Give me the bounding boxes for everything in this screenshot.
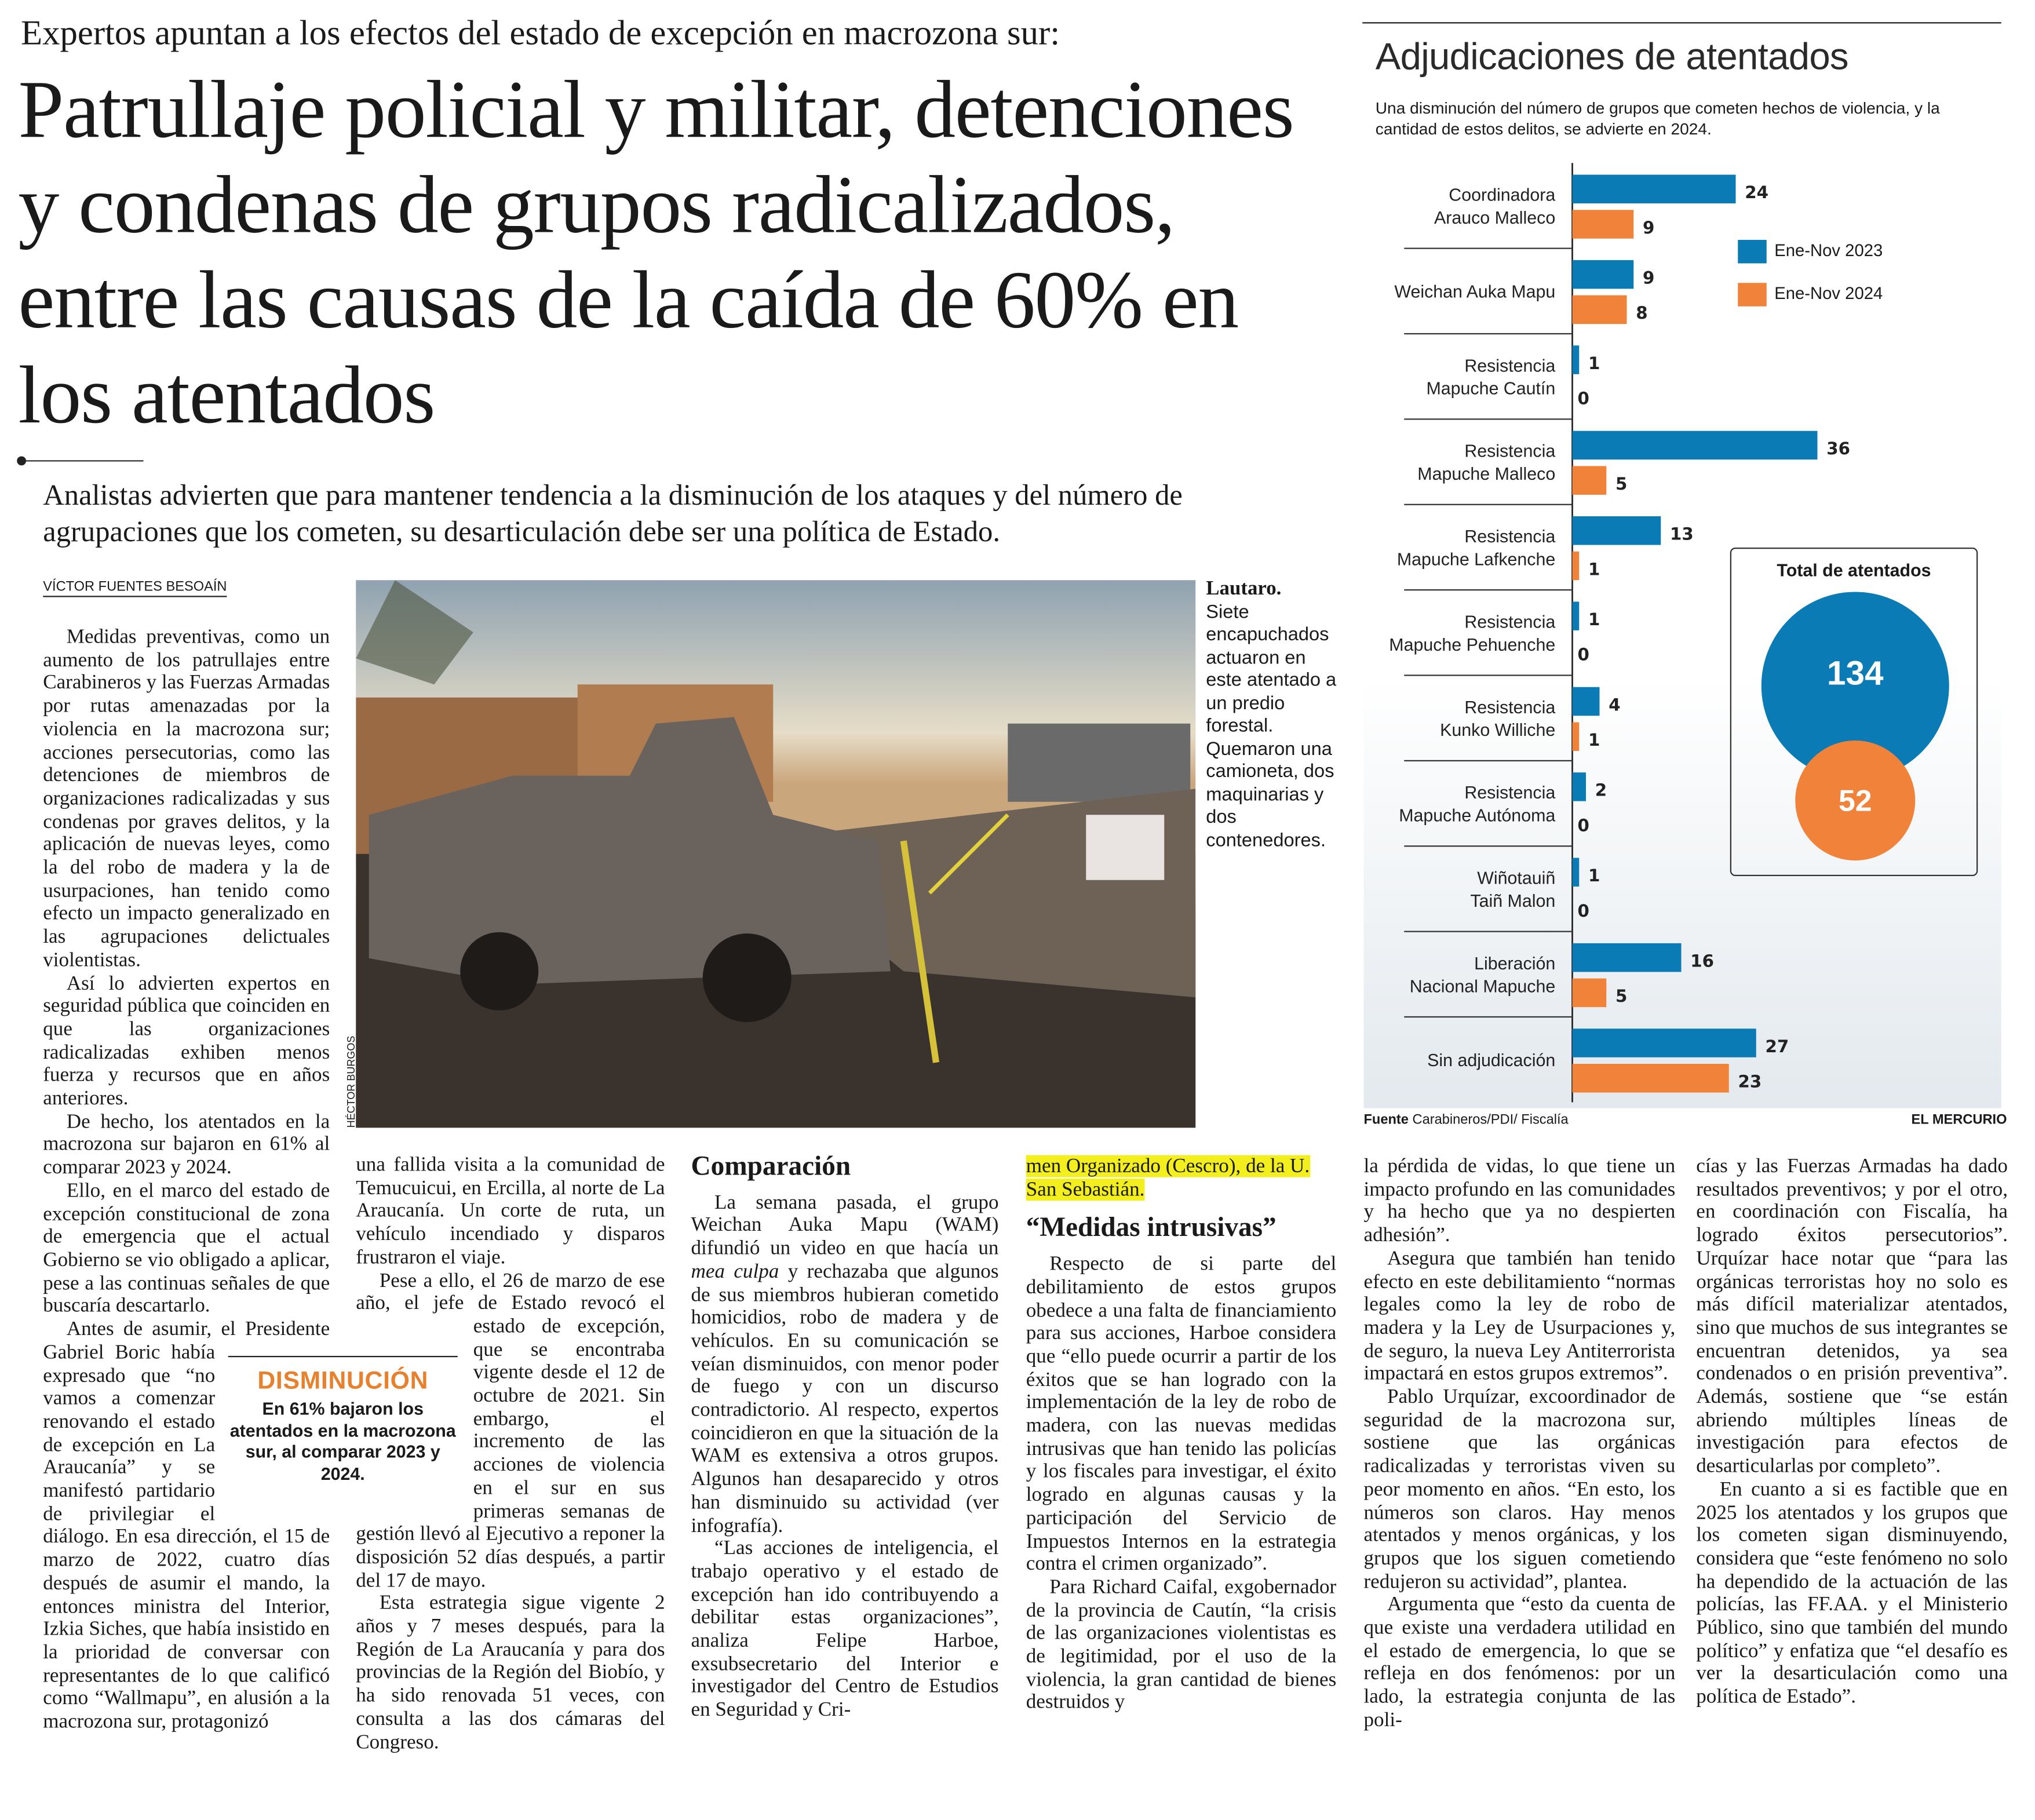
paragraph: Respecto de si parte del debilitamiento de estos grupos obedece a una falta de financiamiento para sus acciones, Harboe considera que “ello puede ocurrir a partir de los éxitos que se han logrado con la implementación de la ley de robo de madera, con las nuevas medidas intrusivas que han tenido las policías y los fiscales para investigar, el éxito logrado en algunas causas y la participación del Servicio de Impuestos Internos en la estrategia contra el crimen organizado”. xyxy=(1026,1253,1337,1575)
text: y rechazaba que algunos de sus miembros hubieran cometido homicidios, robo de madera y de vehículos. En su comunicación se veían disminuidos, con menor poder de fuego y con un discurso contradictorio. Al respecto, expertos coincidieron en que la situación de la WAM es extensiva a otros grupos. Algunos han desaparecido y otros han disminuido su actividad (ver infografía). xyxy=(691,1260,999,1537)
category-label: Coordinadora Arauco Malleco xyxy=(1434,185,1556,228)
section-heading: Comparación xyxy=(691,1150,851,1181)
bar-2023 xyxy=(1573,601,1580,630)
legend-label: Ene-Nov 2024 xyxy=(1774,283,1883,303)
paragraph: Antes de asumir, el Presidente Gabriel Boric había expresado que “no vamos a comenzar renovando el estado de excepción en La Araucanía” y se manifestó partidario de privilegiar el diálogo. En esa dirección, el 15 de marzo de 2022, cuatro días después de asumir el mando, la entonces ministra del Interior, Izkia Siches, que había insistido en la prioridad de conversar con representantes de lo que calificó como “Wallmapu”, en alusión a la macrozona sur, protagonizó xyxy=(43,1318,330,1733)
category-label: Resistencia Kunko Williche xyxy=(1440,698,1556,741)
divider xyxy=(20,460,144,461)
total-2024-value: 52 xyxy=(1838,783,1872,817)
bar-value-label: 1 xyxy=(1588,609,1600,629)
bar-value-label: 0 xyxy=(1577,815,1589,836)
legend-item-2023 xyxy=(1738,240,1883,264)
bar-value-label: 9 xyxy=(1643,268,1655,288)
bar-2024 xyxy=(1573,1064,1729,1093)
paragraph: Medidas preventivas, como un aumento de los patrullajes entre Carabineros y las Fuerzas Armadas por rutas amenazadas por la violencia en la macrozona sur; acciones persecutorias, como las detenciones de miembros de organizaciones radicalizadas y sus condenas por graves delitos, y la aplicación de nuevas leyes, como la del robo de madera y la de usurpaciones, han tenido como efecto un impacto generalizado en las agrupaciones delictuales violentistas. xyxy=(43,626,330,971)
bar-2023 xyxy=(1573,175,1736,204)
bar-value-label: 36 xyxy=(1826,439,1850,459)
category-label: Weichan Auka Mapu xyxy=(1394,282,1556,302)
bar-value-label: 0 xyxy=(1577,388,1589,409)
caption-text: Siete encapuchados actuaron en este atentado a un predio forestal. Quemaron una camioneta, dos maquinarias y dos contenedores. xyxy=(1206,601,1337,851)
paragraph: Pese a ello, el 26 de marzo de ese año, el jefe de Estado revocó el estado de excepción, que se encontraba vigente desde el 12 de octubre de 2021. Sin embargo, el incremento de las acciones de violencia en el sur en sus primeras semanas de gestión llevó al Ejecutivo a reponer la disposición 52 días después, a partir del 17 de mayo. xyxy=(356,1269,665,1592)
photo-credit: HÉCTOR BURGOS xyxy=(345,1035,358,1128)
source-label: Fuente xyxy=(1363,1112,1409,1128)
bar-2024 xyxy=(1573,466,1607,495)
bar-value-label: 1 xyxy=(1588,866,1600,886)
callout-title: DISMINUCIÓN xyxy=(257,1367,429,1395)
category-label: Resistencia Mapuche Pehuenche xyxy=(1389,612,1556,655)
bar-value-label: 27 xyxy=(1765,1036,1789,1056)
text: La semana pasada, el grupo Weichan Auka Mapu (WAM) difundió un video en que hacía un xyxy=(691,1191,999,1260)
category-label: Resistencia Mapuche Lafkenche xyxy=(1396,527,1556,570)
article-photo xyxy=(356,580,1195,1128)
article-column-4 xyxy=(1026,1155,1337,1715)
paragraph: Ello, en el marco del estado de excepción constitucional de zona de emergencia que el actual Gobierno se vio obligado a aplicar, pese a las continuas señales de que buscaría descartarlo. xyxy=(43,1179,330,1318)
paragraph: Argumenta que “esto da cuenta de que existe una verdadera utilidad en el estado de emergencia, lo que se refleja en dos fenómenos: por un lado, la estrategia conjunta de las poli- xyxy=(1363,1593,1676,1731)
bar-2023 xyxy=(1573,1028,1756,1057)
category-label: Liberación Nacional Mapuche xyxy=(1409,954,1556,997)
category-label: Sin adjudicación xyxy=(1427,1051,1556,1070)
bar-value-label: 0 xyxy=(1577,900,1589,921)
totals-box xyxy=(1730,548,1978,876)
category-label: Resistencia Mapuche Malleco xyxy=(1417,442,1556,484)
highlighted-text: men Organizado (Cescro), de la U. San Sebastián. xyxy=(1026,1155,1310,1201)
paragraph: la pérdida de vidas, lo que tiene un impacto profundo en las comunidades y ha hecho que ya no despierten adhesión”. xyxy=(1363,1155,1676,1247)
paragraph: Para Richard Caifal, exgobernador de la provincia de Cautín, “la crisis de las organizaciones violentistas es de legitimidad, por el uso de la violencia, la gran cantidad de bienes destruidos y xyxy=(1026,1576,1337,1714)
bar-value-label: 2 xyxy=(1595,780,1607,800)
source-note xyxy=(1364,1112,1569,1128)
category-label: Wiñotauiñ Taiñ Malon xyxy=(1470,869,1556,911)
article-column-1 xyxy=(43,626,330,1799)
publisher: EL MERCURIO xyxy=(1911,1112,2007,1128)
paragraph: una fallida visita a la comunidad de Temucuicui, en Ercilla, al norte de La Araucanía. Un corte de ruta, un vehículo incendiado y disparos frustraron el viaje. xyxy=(356,1154,665,1268)
paragraph: Esta estrategia sigue vigente 2 años y 7 meses después, para la Región de La Araucanía y para dos provincias de la Región del Biobío, y ha sido renovada 51 veces, con consulta a las dos cámaras del Congreso. xyxy=(356,1592,665,1753)
paragraph xyxy=(691,1191,999,1537)
bar-value-label: 24 xyxy=(1745,183,1768,202)
paragraph: De hecho, los atentados en la macrozona sur bajaron en 61% al comparar 2023 y 2024. xyxy=(43,1110,330,1179)
bar-value-label: 8 xyxy=(1636,303,1648,323)
headline: Patrullaje policial y militar, detenciones y condenas de grupos radicalizados, entre las causas de la caída de 60% en los atentados xyxy=(18,64,1294,441)
bar-value-label: 1 xyxy=(1588,730,1600,750)
bar-value-label: 16 xyxy=(1690,951,1714,971)
bar-value-label: 1 xyxy=(1588,353,1600,373)
infographic-title: Adjudicaciones de atentados xyxy=(1375,37,1848,78)
section-heading: “Medidas intrusivas” xyxy=(1026,1212,1277,1243)
total-2024-circle xyxy=(1795,741,1915,860)
photo-caption xyxy=(1206,578,1336,853)
byline: VÍCTOR FUENTES BESOAÍN xyxy=(43,579,227,597)
infographic-top-rule xyxy=(1362,22,2001,23)
bar-value-label: 5 xyxy=(1615,473,1628,494)
bar-2023 xyxy=(1573,345,1580,374)
kicker: Expertos apuntan a los efectos del estado de excepción en macrozona sur: xyxy=(21,13,1060,52)
paragraph: “Las acciones de inteligencia, el trabajo operativo y el estado de excepción han ido contribuyendo a debilitar estas organizaciones”, analiza Felipe Harboe, exsubsecretario del Interior e investigador del Centro de Estudios en Seguridad y Cri- xyxy=(691,1537,999,1721)
infographic-subtitle: Una disminución del número de grupos que cometen hechos de violencia, y la cantidad de estos delitos, se advierte en 2024. xyxy=(1375,99,1940,138)
bar-2023 xyxy=(1573,772,1587,801)
source-text: Carabineros/PDI/ Fiscalía xyxy=(1412,1112,1569,1128)
bar-2024 xyxy=(1573,723,1580,752)
bar-2023 xyxy=(1573,431,1818,460)
bar-value-label: 1 xyxy=(1588,559,1600,579)
bar-2024 xyxy=(1573,979,1607,1008)
bar-value-label: 4 xyxy=(1609,695,1621,715)
legend-swatch xyxy=(1738,283,1767,307)
bar-2023 xyxy=(1573,516,1661,545)
total-2023-value: 134 xyxy=(1826,652,1884,692)
bar-2024 xyxy=(1573,296,1627,324)
article-column-5 xyxy=(1364,1155,1676,1733)
article-column-6 xyxy=(1696,1155,2008,1709)
category-label: Resistencia Mapuche Autónoma xyxy=(1399,783,1556,826)
paragraph: En cuanto a si es factible que en 2025 los atentados y los grupos que los cometen sigan disminuyendo, considera que “este fenómeno no solo ha dependido de la actuación de las policías, las FF.AA. y el Ministerio Público, sino que también del mundo político” y enfatiza que “el desafío es ver la desarticulación como una política de Estado”. xyxy=(1696,1478,2008,1708)
bar-value-label: 0 xyxy=(1577,644,1589,665)
paragraph: Así lo advierten expertos en seguridad pública que coinciden en que las organizaciones radicalizadas exhiben menos fuerza y recursos que en años anteriores. xyxy=(43,972,330,1110)
totals-title: Total de atentados xyxy=(1777,560,1931,581)
italic-text: mea culpa xyxy=(691,1260,779,1283)
caption-title: Lautaro. xyxy=(1206,577,1282,600)
bar-2023 xyxy=(1573,858,1580,887)
bar-2023 xyxy=(1573,687,1600,716)
legend-item-2024 xyxy=(1738,283,1883,307)
article-column-3 xyxy=(691,1147,999,1722)
legend-swatch xyxy=(1738,240,1767,264)
legend-label: Ene-Nov 2023 xyxy=(1774,240,1883,260)
bar-2024 xyxy=(1573,210,1634,239)
bar-2023 xyxy=(1573,260,1634,289)
bar-value-label: 5 xyxy=(1615,986,1628,1006)
bar-2024 xyxy=(1573,552,1580,581)
callout-text: En 61% bajaron los atentados en la macrozona sur, al comparar 2023 y 2024. xyxy=(229,1399,456,1483)
callout-box xyxy=(228,1356,458,1503)
paragraph: Pablo Urquízar, excoordinador de seguridad de la macrozona sur, sostiene que las orgánicas radicalizadas y terroristas viven su peor momento en años. “En esto, los números son claros. Hay menos atentados y menos orgánicas, y los grupos que los siguen cometiendo redujeron su actividad”, plantea. xyxy=(1363,1385,1676,1593)
category-label: Resistencia Mapuche Cautín xyxy=(1426,356,1556,399)
paragraph: Asegura que también han tenido efecto en este debilitamiento “normas legales como la ley de robo de madera y la Ley de Usurpaciones y, de seguro, la nueva Ley Antiterrorista impactará en estos grupos extremos”. xyxy=(1363,1247,1676,1385)
paragraph: cías y las Fuerzas Armadas ha dado resultados preventivos; y por el otro, en coordinación con Fiscalía, ha logrado éxitos persecutorios”. Urquízar hace notar que “para las orgánicas terroristas hoy no solo es más difícil materializar atentados, sino que muchos de sus integrantes se encuentran detenidos, ya sea condenados o en prisión preventiva”. Además, sostiene que “se están abriendo múltiples líneas de investigación para efectos de desarticularlas por completo”. xyxy=(1696,1155,2008,1478)
subhead: Analistas advierten que para mantener tendencia a la disminución de los ataques y del número de agrupaciones que los cometen, su desarticulación debe ser una política de Estado. xyxy=(43,478,1183,548)
bar-2023 xyxy=(1573,943,1682,972)
bar-value-label: 13 xyxy=(1670,524,1694,544)
bar-value-label: 9 xyxy=(1643,217,1655,238)
bar-value-label: 23 xyxy=(1738,1071,1762,1092)
